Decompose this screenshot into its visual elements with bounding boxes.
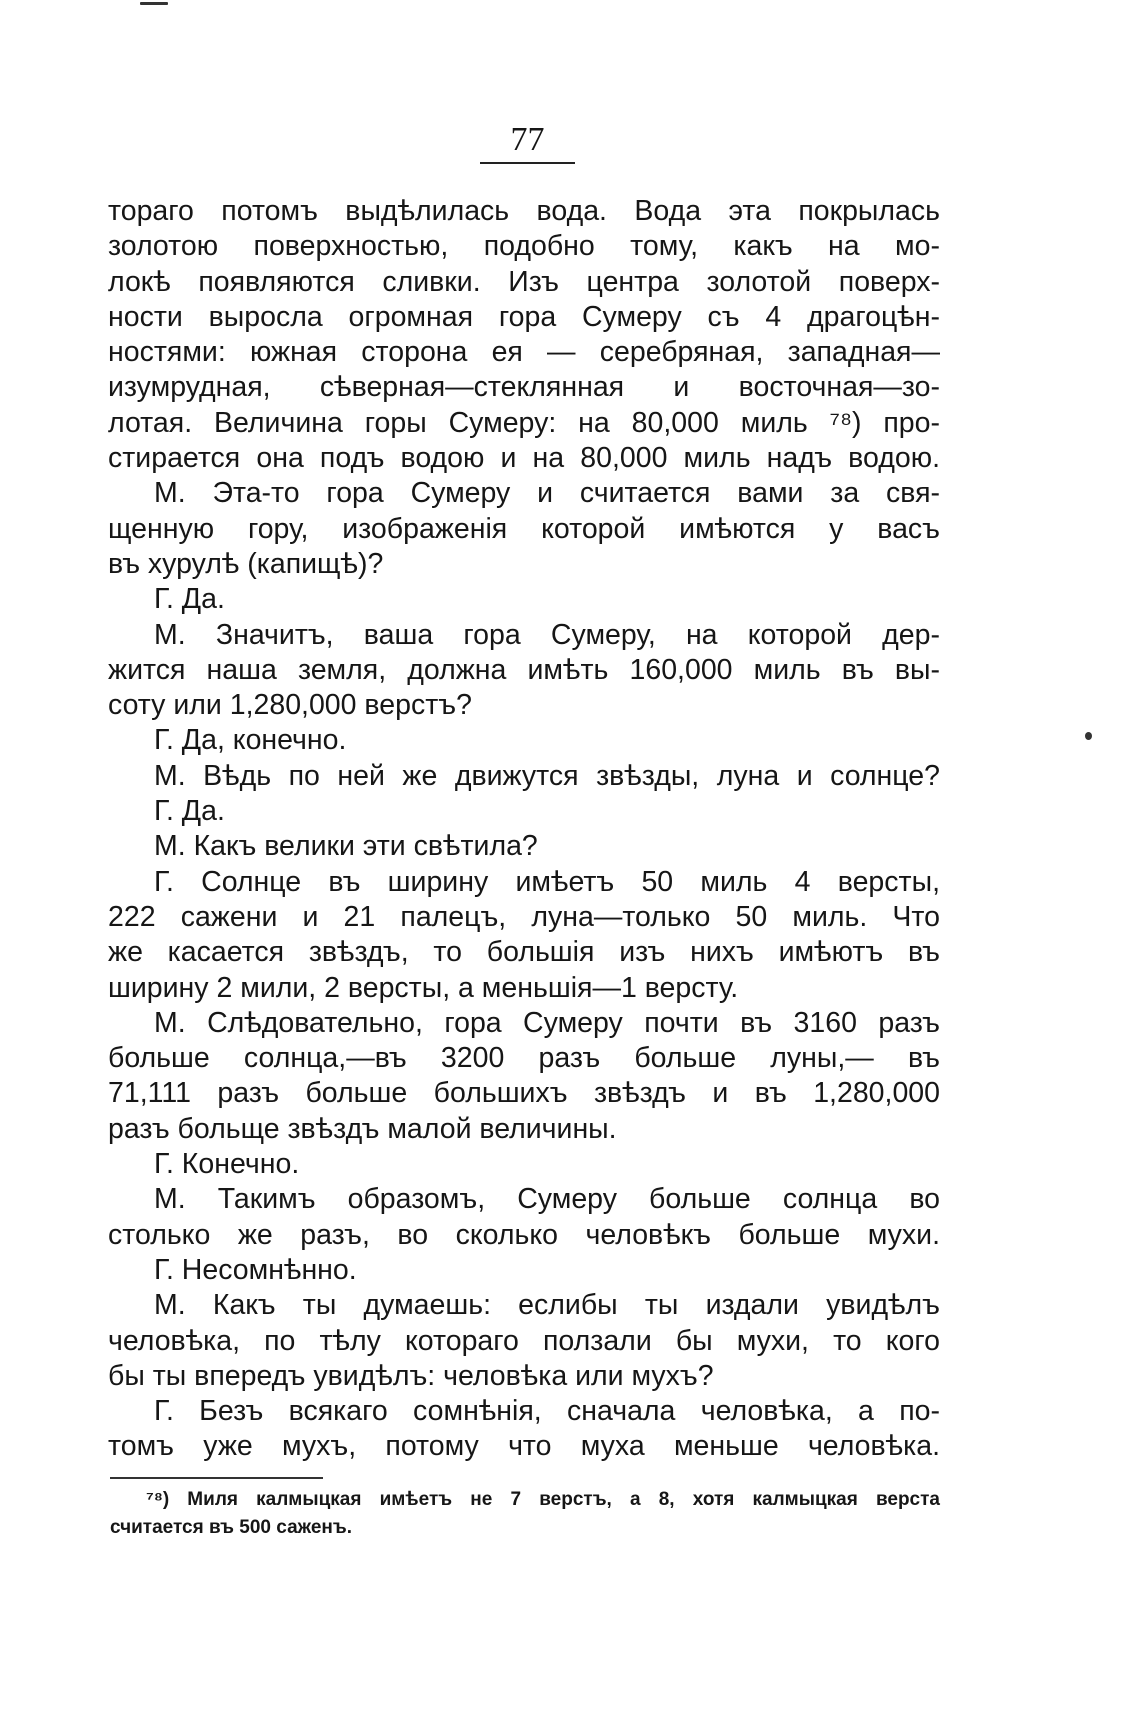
text-line: столько же разъ, во сколько человѣкъ больше мухи. xyxy=(108,1218,940,1251)
text-line: Г. Солнце въ ширину имѣетъ 50 миль 4 версты, xyxy=(154,865,940,898)
text-line: томъ уже мухъ, потому что муха меньше человѣка. xyxy=(108,1430,940,1463)
text-line: локѣ появляются сливки. Изъ центра золотой поверх- xyxy=(108,265,940,298)
paragraph xyxy=(108,1253,940,1288)
text-line: 71,111 разъ больше большихъ звѣздъ и въ 1,280,000 xyxy=(108,1077,940,1110)
text-line: Г. Да, конечно. xyxy=(154,724,347,757)
text-line: изумрудная, сѣверная—стеклянная и восточная—зо- xyxy=(108,371,940,404)
text-line: М. Значитъ, ваша гора Сумеру, на которой дер- xyxy=(154,618,940,651)
text-line: М. Какъ ты думаешь: еслибы ты издали увидѣлъ xyxy=(154,1289,940,1322)
text-line: стирается она подъ водою и на 80,000 миль надъ водою. xyxy=(108,442,940,475)
text-line: соту или 1,280,000 верстъ? xyxy=(108,689,472,722)
text-line: Г. Несомнѣнно. xyxy=(154,1253,357,1286)
paragraph xyxy=(108,865,940,1006)
paragraph xyxy=(108,1182,940,1253)
text-line: 222 сажени и 21 палецъ, луна—только 50 миль. Что xyxy=(108,900,940,933)
body-text xyxy=(108,194,940,1465)
footnote-separator xyxy=(110,1477,323,1479)
text-line: М. Какъ велики эти свѣтила? xyxy=(154,830,538,863)
text-line: ностями: южная сторона ея — серебряная, западная— xyxy=(108,336,940,369)
text-line: бы ты впередъ увидѣлъ: человѣка или мухъ? xyxy=(108,1359,714,1392)
text-line: Г. Безъ всякаго сомнѣнія, сначала человѣка, а по- xyxy=(154,1395,940,1428)
text-line: золотою поверхностью, подобно тому, какъ на мо- xyxy=(108,230,940,263)
paragraph xyxy=(108,476,940,582)
paragraph xyxy=(108,723,940,758)
scan-speck xyxy=(140,2,168,5)
text-line: же касается звѣздъ, то большія изъ нихъ имѣютъ въ xyxy=(108,936,940,969)
text-line: разъ больще звѣздъ малой величины. xyxy=(108,1112,617,1145)
text-line: М. Эта-то гора Сумеру и считается вами за свя- xyxy=(154,477,940,510)
footnote xyxy=(110,1486,940,1542)
text-line: тораго потомъ выдѣлилась вода. Вода эта покрылась xyxy=(108,195,940,227)
text-line: М. Такимъ образомъ, Сумеру больше солнца во xyxy=(154,1183,940,1216)
paragraph xyxy=(108,829,940,864)
paragraph xyxy=(108,618,940,724)
text-line: Г. Да. xyxy=(154,583,225,616)
text-line: щенную гору, изображенія которой имѣются у васъ xyxy=(108,512,940,545)
text-line: М. Вѣдь по ней же движутся звѣзды, луна и солнце? xyxy=(154,759,940,792)
scan-speck xyxy=(1085,732,1092,740)
text-line: человѣка, по тѣлу котораго ползали бы мухи, то кого xyxy=(108,1324,940,1357)
paragraph xyxy=(108,1288,940,1394)
page-number-rule xyxy=(480,162,575,164)
paragraph xyxy=(108,1006,940,1147)
text-line: больше солнца,—въ 3200 разъ больше луны,— въ xyxy=(108,1042,940,1075)
footnote-line: считается въ 500 саженъ. xyxy=(110,1517,353,1538)
paragraph xyxy=(108,759,940,794)
text-line: въ хурулѣ (капищѣ)? xyxy=(108,547,384,580)
page-number: 77 xyxy=(510,121,545,158)
paragraph xyxy=(108,1394,940,1465)
text-line: М. Слѣдовательно, гора Сумеру почти въ 3160 разъ xyxy=(154,1006,940,1039)
paragraph xyxy=(108,582,940,617)
paragraph xyxy=(108,194,940,476)
text-line: лотая. Величина горы Сумеру: на 80,000 миль ⁷⁸) про- xyxy=(108,406,940,439)
text-line: Г. Конечно. xyxy=(154,1148,300,1181)
paragraph xyxy=(108,794,940,829)
text-line: жится наша земля, должна имѣть 160,000 миль въ вы- xyxy=(108,653,940,686)
text-line: ности выросла огромная гора Сумеру съ 4 драгоцѣн- xyxy=(108,300,940,333)
text-line: Г. Да. xyxy=(154,795,225,828)
footnote-line: ⁷⁸) Миля калмыцкая имѣетъ не 7 верстъ, а 8, хотя калмыцкая верста xyxy=(146,1489,940,1510)
paragraph xyxy=(108,1147,940,1182)
text-line: ширину 2 мили, 2 версты, а меньшія—1 версту. xyxy=(108,971,739,1004)
